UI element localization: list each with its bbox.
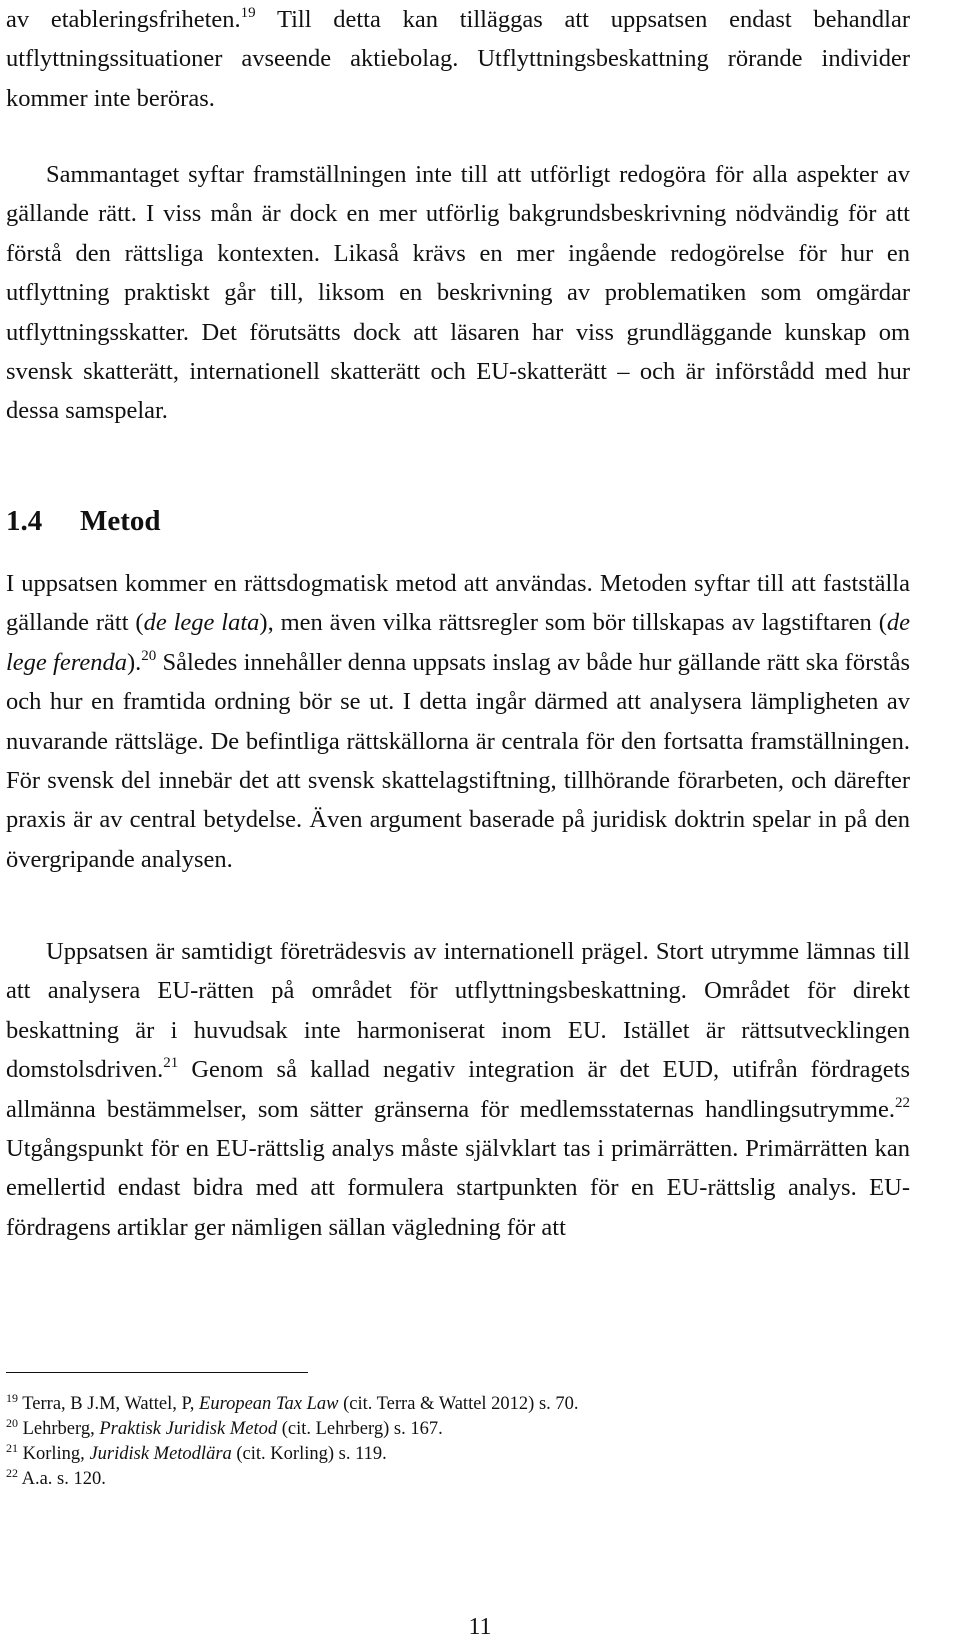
footnote-title: Juridisk Metodlära: [89, 1444, 232, 1464]
paragraph-text: Genom så kallad negativ integration är det EUD, utifrån fördragets allmänna bestämmelser, som sätter gränserna för medlemsstaternas handlingsutrymme.: [6, 1056, 910, 1123]
footnote-number: 19: [6, 1391, 18, 1405]
footnotes: [6, 1392, 579, 1492]
page-number: 11: [468, 1614, 492, 1640]
footnote-ref-19[interactable]: 19: [240, 5, 256, 21]
footnote-19: [6, 1392, 579, 1417]
paragraph-text: Till detta kan tilläggas att uppsatsen endast behandlar utflyttningssituationer avseende aktiebolag. Utflyttningsbeskattning rörande individer kommer inte beröras.: [6, 6, 911, 112]
footnote-ref-22[interactable]: 22: [895, 1094, 910, 1111]
paragraph-text: Sammantaget syftar framställningen inte till att utförligt redogöra för alla aspekter av gällande rätt. I viss mån är dock en mer utförlig bakgrundsbeskrivning nödvändig för att förstå den rättsliga kontexten. Likaså krävs en mer ingående redogörelse för hur en utflyttning praktiskt går till, liksom en beskrivning av problematiken som omgärdar utflyttningsskatter. Det förutsätts dock att läsaren har viss grundläggande kunskap om svensk skatterätt, internationell skatterätt och EU-skatterätt – och är införstådd med hur dessa samspelar.: [6, 161, 910, 425]
footnote-ref-20[interactable]: 20: [141, 647, 157, 664]
section-title: Metod: [80, 505, 161, 537]
paragraph-text: ), men även vilka rättsregler som bör tillskapas av lagstiftaren (: [259, 609, 887, 637]
footnote-text: Terra, B J.M, Wattel, P,: [22, 1394, 200, 1414]
footnote-text: (cit. Korling) s. 119.: [231, 1444, 387, 1464]
footnote-text: A.a. s. 120.: [21, 1469, 106, 1489]
footnote-text: Korling,: [22, 1444, 90, 1464]
paragraph-text: ).: [126, 648, 142, 676]
paragraph-text: I uppsatsen kommer en rättsdogmatisk metod att användas. Metoden syftar till att fastställa gällande rätt (: [6, 570, 910, 637]
footnote-21: [6, 1442, 579, 1467]
section-number: 1.4: [6, 505, 43, 537]
footnote-text: (cit. Terra & Wattel 2012) s. 70.: [338, 1394, 579, 1414]
footnote-ref-21[interactable]: 21: [163, 1055, 179, 1072]
paragraph-text: Utgångspunkt för en EU-rättslig analys måste självklart tas i primärrätten. Primärrätten kan emellertid endast bidra med att formulera startpunkten för en EU-rättslig analys. EU-fördragens artiklar ger nämligen sällan vägledning för att: [6, 1135, 910, 1241]
footnote-number: 21: [6, 1441, 18, 1455]
paragraph-scope-intro: [6, 0, 910, 118]
section-heading: [6, 505, 161, 538]
footnote-number: 20: [6, 1416, 18, 1430]
footnote-separator: [6, 1372, 308, 1373]
paragraph-international: [6, 932, 910, 1247]
footnote-text: Lehrberg,: [22, 1419, 100, 1439]
paragraph-text: av etableringsfriheten.: [6, 6, 241, 33]
footnote-text: (cit. Lehrberg) s. 167.: [277, 1419, 443, 1439]
latin-term: de lege ferenda: [6, 609, 910, 676]
paragraph-scope-summary: [6, 155, 910, 431]
footnote-number: 22: [6, 1466, 18, 1480]
paragraph-method: [6, 564, 910, 879]
footnote-title: European Tax Law: [199, 1394, 339, 1414]
footnote-20: [6, 1417, 579, 1442]
footnote-22: [6, 1467, 579, 1492]
footnote-title: Praktisk Juridisk Metod: [99, 1419, 278, 1439]
paragraph-text: Således innehåller denna uppsats inslag av både hur gällande rätt ska förstås och hur en framtida ordning bör se ut. I detta ingår därmed att analysera lämpligheten av nuvarande rättsläge. De befintliga rättskällorna är centrala för den fortsatta framställningen. För svensk del innebär det att svensk skattelagstiftning, tillhörande förarbeten, och därefter praxis är av central betydelse. Även argument baserade på juridisk doktrin spelar in på den övergripande analysen.: [6, 648, 910, 873]
latin-term: de lege lata: [143, 609, 260, 637]
paragraph-text: Uppsatsen är samtidigt företrädesvis av internationell prägel. Stort utrymme lämnas till att analysera EU-rätten på området för utflyttningsbeskattning. Området för direkt beskattning är i huvudsak inte harmoniserat inom EU. Istället är rättsutvecklingen domstolsdriven.: [6, 938, 910, 1084]
